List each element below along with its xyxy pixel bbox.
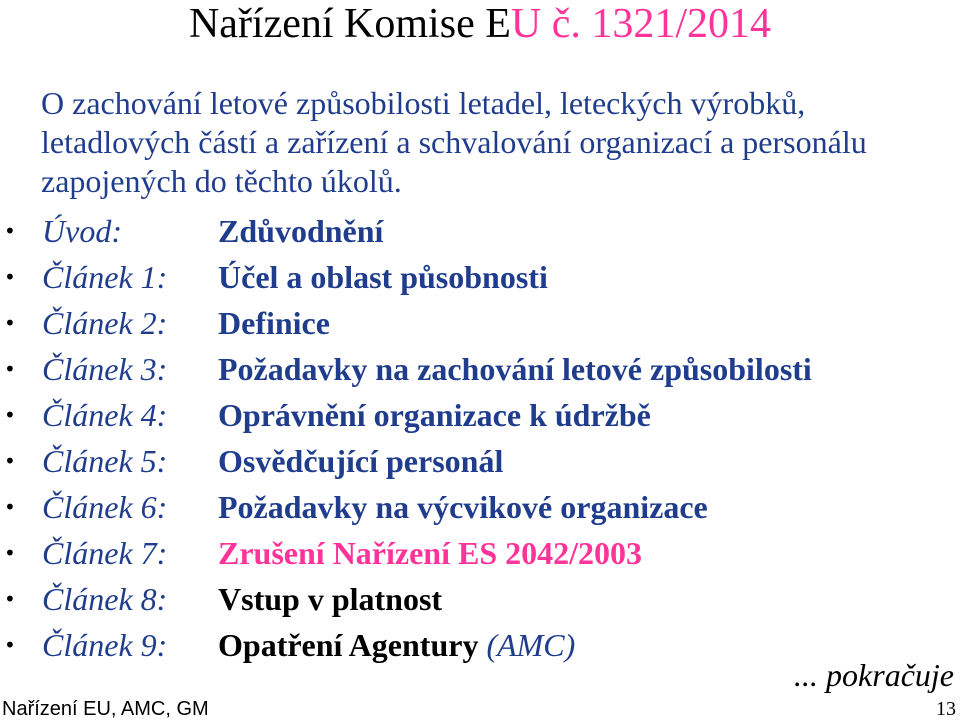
bullet-icon: • (4, 219, 16, 243)
article-label: Článek 9: (42, 627, 168, 663)
continues-note: ... pokračuje (794, 657, 954, 693)
article-description (218, 622, 575, 668)
bullet-icon: • (4, 541, 16, 565)
article-description: Vstup v platnost (218, 581, 443, 617)
bullet-icon: • (4, 495, 16, 519)
article-label: Článek 1: (42, 259, 168, 295)
bullet-icon: • (4, 403, 16, 427)
bullet-icon: • (4, 449, 16, 473)
article-description: Definice (218, 305, 330, 341)
article-description-suffix: (AMC) (478, 627, 576, 663)
slide-title-part1: Nařízení Komise E (188, 1, 511, 47)
page-number: 13 (936, 698, 956, 720)
article-label: Článek 3: (42, 351, 168, 387)
bullet-icon: • (4, 311, 16, 335)
bullet-icon: • (4, 587, 16, 611)
article-label: Článek 6: (42, 489, 168, 525)
slide-title (0, 0, 960, 48)
article-label: Článek 4: (42, 397, 168, 433)
slide-title-part2: U č. 1321/2014 (510, 1, 772, 47)
article-description: Zrušení Nařízení ES 2042/2003 (218, 535, 643, 571)
article-label: Úvod: (42, 213, 122, 249)
article-description: Účel a oblast působnosti (218, 259, 548, 295)
bullet-icon: • (4, 265, 16, 289)
article-description: Požadavky na zachování letové způsobilosti (218, 351, 812, 387)
article-description: Oprávnění organizace k údržbě (218, 397, 651, 433)
article-description: Zdůvodnění (218, 213, 384, 249)
article-label: Článek 2: (42, 305, 168, 341)
article-label: Článek 7: (42, 535, 168, 571)
bullet-icon: • (4, 357, 16, 381)
bullet-icon: • (4, 633, 16, 657)
footer-caption: Nařízení EU, AMC, GM (2, 698, 209, 720)
article-label: Článek 5: (42, 443, 168, 479)
article-description: Požadavky na výcvikové organizace (218, 489, 708, 525)
slide-subtitle: O zachování letové způsobilosti letadel, leteckých výrobků, letadlových částí a zařízení a schvalování organizací a personálu zapojených do těchto úkolů. (41, 85, 867, 199)
article-description: Osvědčující personál (218, 443, 504, 479)
article-label: Článek 8: (42, 581, 168, 617)
article-description-main: Opatření Agentury (218, 627, 479, 663)
